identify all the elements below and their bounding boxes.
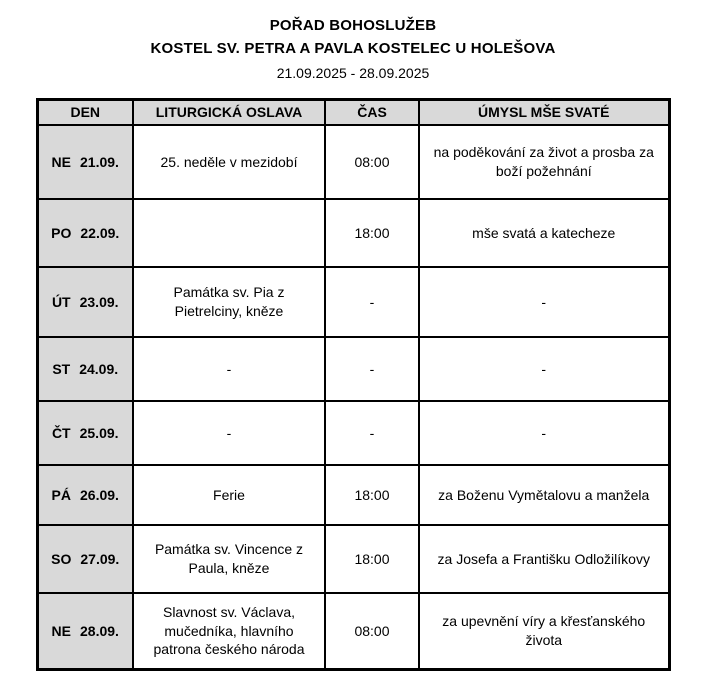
day-cell: [37, 125, 133, 199]
time-cell: 08:00: [325, 125, 419, 199]
table-row: [37, 465, 669, 525]
day-cell: [37, 199, 133, 267]
celebration-cell: -: [133, 401, 325, 465]
intention-cell: -: [419, 267, 669, 337]
day-date: 21.09.: [80, 153, 119, 170]
intention-cell: za upevnění víry a křesťanského života: [419, 593, 669, 669]
time-cell: -: [325, 337, 419, 401]
day-date: 27.09.: [80, 550, 120, 567]
intention-cell: za Josefa a Františku Odložilíkovy: [419, 525, 669, 593]
date-range: 21.09.2025 - 28.09.2025: [276, 64, 430, 81]
time-cell: 18:00: [325, 465, 419, 525]
celebration-cell: Ferie: [133, 465, 325, 525]
table-row: [37, 525, 669, 593]
header-row: [37, 100, 669, 125]
time-cell: 18:00: [325, 199, 419, 267]
day-cell: [37, 465, 133, 525]
document-header: [0, 16, 706, 82]
table-row: [37, 401, 669, 465]
day-cell: [37, 525, 133, 593]
intention-cell: za Boženu Vymětalovu a manžela: [419, 465, 669, 525]
time-cell: -: [325, 401, 419, 465]
day-cell: [37, 337, 133, 401]
day-cell: [37, 267, 133, 337]
celebration-cell: [133, 199, 325, 267]
page-title: POŘAD BOHOSLUŽEB: [269, 17, 437, 34]
day-abbr: SO: [51, 550, 72, 567]
service-schedule-table: [36, 98, 671, 670]
time-cell: 08:00: [325, 593, 419, 669]
day-date: 25.09.: [79, 424, 119, 441]
table-header: [37, 100, 669, 125]
church-name: KOSTEL SV. PETRA A PAVLA KOSTELEC U HOLEŠOVA: [150, 40, 556, 58]
day-date: 22.09.: [80, 224, 120, 241]
table-row: [37, 267, 669, 337]
column-header-celebration: LITURGICKÁ OSLAVA: [133, 100, 325, 125]
table-body: [37, 125, 669, 669]
intention-cell: na poděkování za život a prosba za boží požehnání: [419, 125, 669, 199]
table-row: [37, 199, 669, 267]
table-row: [37, 593, 669, 669]
celebration-cell: Slavnost sv. Václava, mučedníka, hlavního patrona českého národa: [133, 593, 325, 669]
table-row: [37, 337, 669, 401]
day-abbr: PO: [51, 224, 72, 241]
day-abbr: NE: [51, 622, 71, 639]
day-cell: [37, 593, 133, 669]
celebration-cell: -: [133, 337, 325, 401]
day-abbr: PÁ: [51, 486, 71, 503]
day-date: 24.09.: [79, 360, 119, 377]
intention-cell: mše svatá a katecheze: [419, 199, 669, 267]
column-header-intention: ÚMYSL MŠE SVATÉ: [419, 100, 669, 125]
day-abbr: ST: [52, 360, 71, 377]
day-abbr: ÚT: [51, 293, 71, 310]
day-abbr: ČT: [51, 424, 71, 441]
celebration-cell: Památka sv. Vincence z Paula, kněze: [133, 525, 325, 593]
intention-cell: -: [419, 337, 669, 401]
intention-cell: -: [419, 401, 669, 465]
celebration-cell: 25. neděle v mezidobí: [133, 125, 325, 199]
table-row: [37, 125, 669, 199]
day-cell: [37, 401, 133, 465]
column-header-time: ČAS: [325, 100, 419, 125]
column-header-day: DEN: [37, 100, 133, 125]
time-cell: -: [325, 267, 419, 337]
celebration-cell: Památka sv. Pia z Pietrelciny, kněze: [133, 267, 325, 337]
day-abbr: NE: [51, 153, 71, 170]
day-date: 26.09.: [80, 486, 119, 503]
day-date: 23.09.: [79, 293, 119, 310]
day-date: 28.09.: [80, 622, 119, 639]
time-cell: 18:00: [325, 525, 419, 593]
